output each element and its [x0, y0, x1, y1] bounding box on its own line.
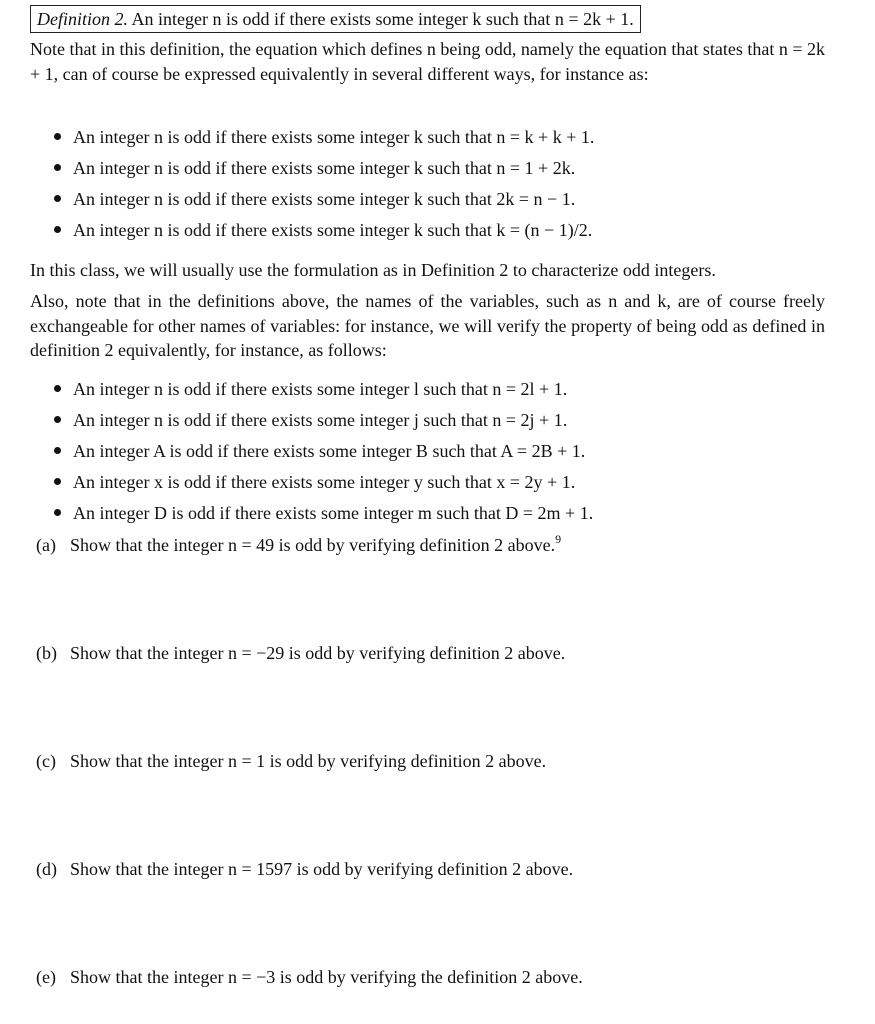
- definition-label: Definition 2.: [37, 9, 128, 29]
- list-item: [54, 187, 575, 211]
- bullet-icon: [54, 195, 61, 202]
- list-item: [54, 408, 567, 432]
- list-item-text: An integer n is odd if there exists some integer k such that 2k = n − 1.: [73, 189, 576, 209]
- part-label: (a): [36, 535, 56, 555]
- bullet-icon: [54, 226, 61, 233]
- list-item: [54, 218, 592, 242]
- list-item-text: An integer D is odd if there exists some integer m such that D = 2m + 1.: [73, 503, 594, 523]
- list-item: [54, 377, 567, 401]
- part-text: Show that the integer n = 1597 is odd by verifying definition 2 above.: [70, 859, 574, 879]
- part-label: (b): [36, 643, 57, 663]
- part-label: (d): [36, 859, 57, 879]
- list-item: [54, 439, 585, 463]
- part-text: Show that the integer n = 1 is odd by verifying definition 2 above.: [70, 751, 547, 771]
- list-item: [54, 156, 575, 180]
- footnote-marker: 9: [555, 532, 562, 546]
- bullet-icon: [54, 478, 61, 485]
- list-item-text: An integer n is odd if there exists some integer k such that n = 1 + 2k.: [73, 158, 576, 178]
- list-item: [54, 470, 575, 494]
- bullet-icon: [54, 164, 61, 171]
- list-item-text: An integer n is odd if there exists some integer k such that n = k + k + 1.: [73, 127, 595, 147]
- exercise-part-c: [36, 749, 546, 773]
- part-text: Show that the integer n = −29 is odd by verifying definition 2 above.: [70, 643, 566, 663]
- exercise-part-d: [36, 857, 573, 881]
- list-item-text: An integer n is odd if there exists some integer l such that n = 2l + 1.: [73, 379, 568, 399]
- exercise-part-a: [36, 533, 561, 557]
- bullet-icon: [54, 133, 61, 140]
- note-paragraph: Note that in this definition, the equation which defines n being odd, namely the equation that states that n = 2k + 1, can of course be expressed equivalently in several different ways, for instance as:: [30, 39, 825, 84]
- bullet-icon: [54, 385, 61, 392]
- list-item-text: An integer A is odd if there exists some integer B such that A = 2B + 1.: [73, 441, 586, 461]
- list-item-text: An integer x is odd if there exists some integer y such that x = 2y + 1.: [73, 472, 576, 492]
- definition-box: [30, 5, 641, 33]
- bullet-icon: [54, 509, 61, 516]
- names-paragraph: Also, note that in the definitions above, the names of the variables, such as n and k, are of course freely exchangeable for other names of variables: for instance, we will verify the property of being odd as defined in definition 2 equivalently, for instance, as follows:: [30, 291, 825, 360]
- part-label: (e): [36, 967, 56, 987]
- list-item: [54, 501, 593, 525]
- part-label: (c): [36, 751, 56, 771]
- definition-text: An integer n is odd if there exists some integer k such that n = 2k + 1.: [128, 9, 634, 29]
- list-item: [54, 125, 594, 149]
- bullet-icon: [54, 447, 61, 454]
- list-item-text: An integer n is odd if there exists some integer j such that n = 2j + 1.: [73, 410, 568, 430]
- part-text: Show that the integer n = 49 is odd by verifying definition 2 above.: [70, 535, 556, 555]
- class-paragraph: In this class, we will usually use the formulation as in Definition 2 to characterize odd integers.: [30, 260, 716, 280]
- exercise-part-e: [36, 965, 583, 989]
- exercise-part-b: [36, 641, 565, 665]
- list-item-text: An integer n is odd if there exists some integer k such that k = (n − 1)/2.: [73, 220, 593, 240]
- part-text: Show that the integer n = −3 is odd by verifying the definition 2 above.: [70, 967, 583, 987]
- bullet-icon: [54, 416, 61, 423]
